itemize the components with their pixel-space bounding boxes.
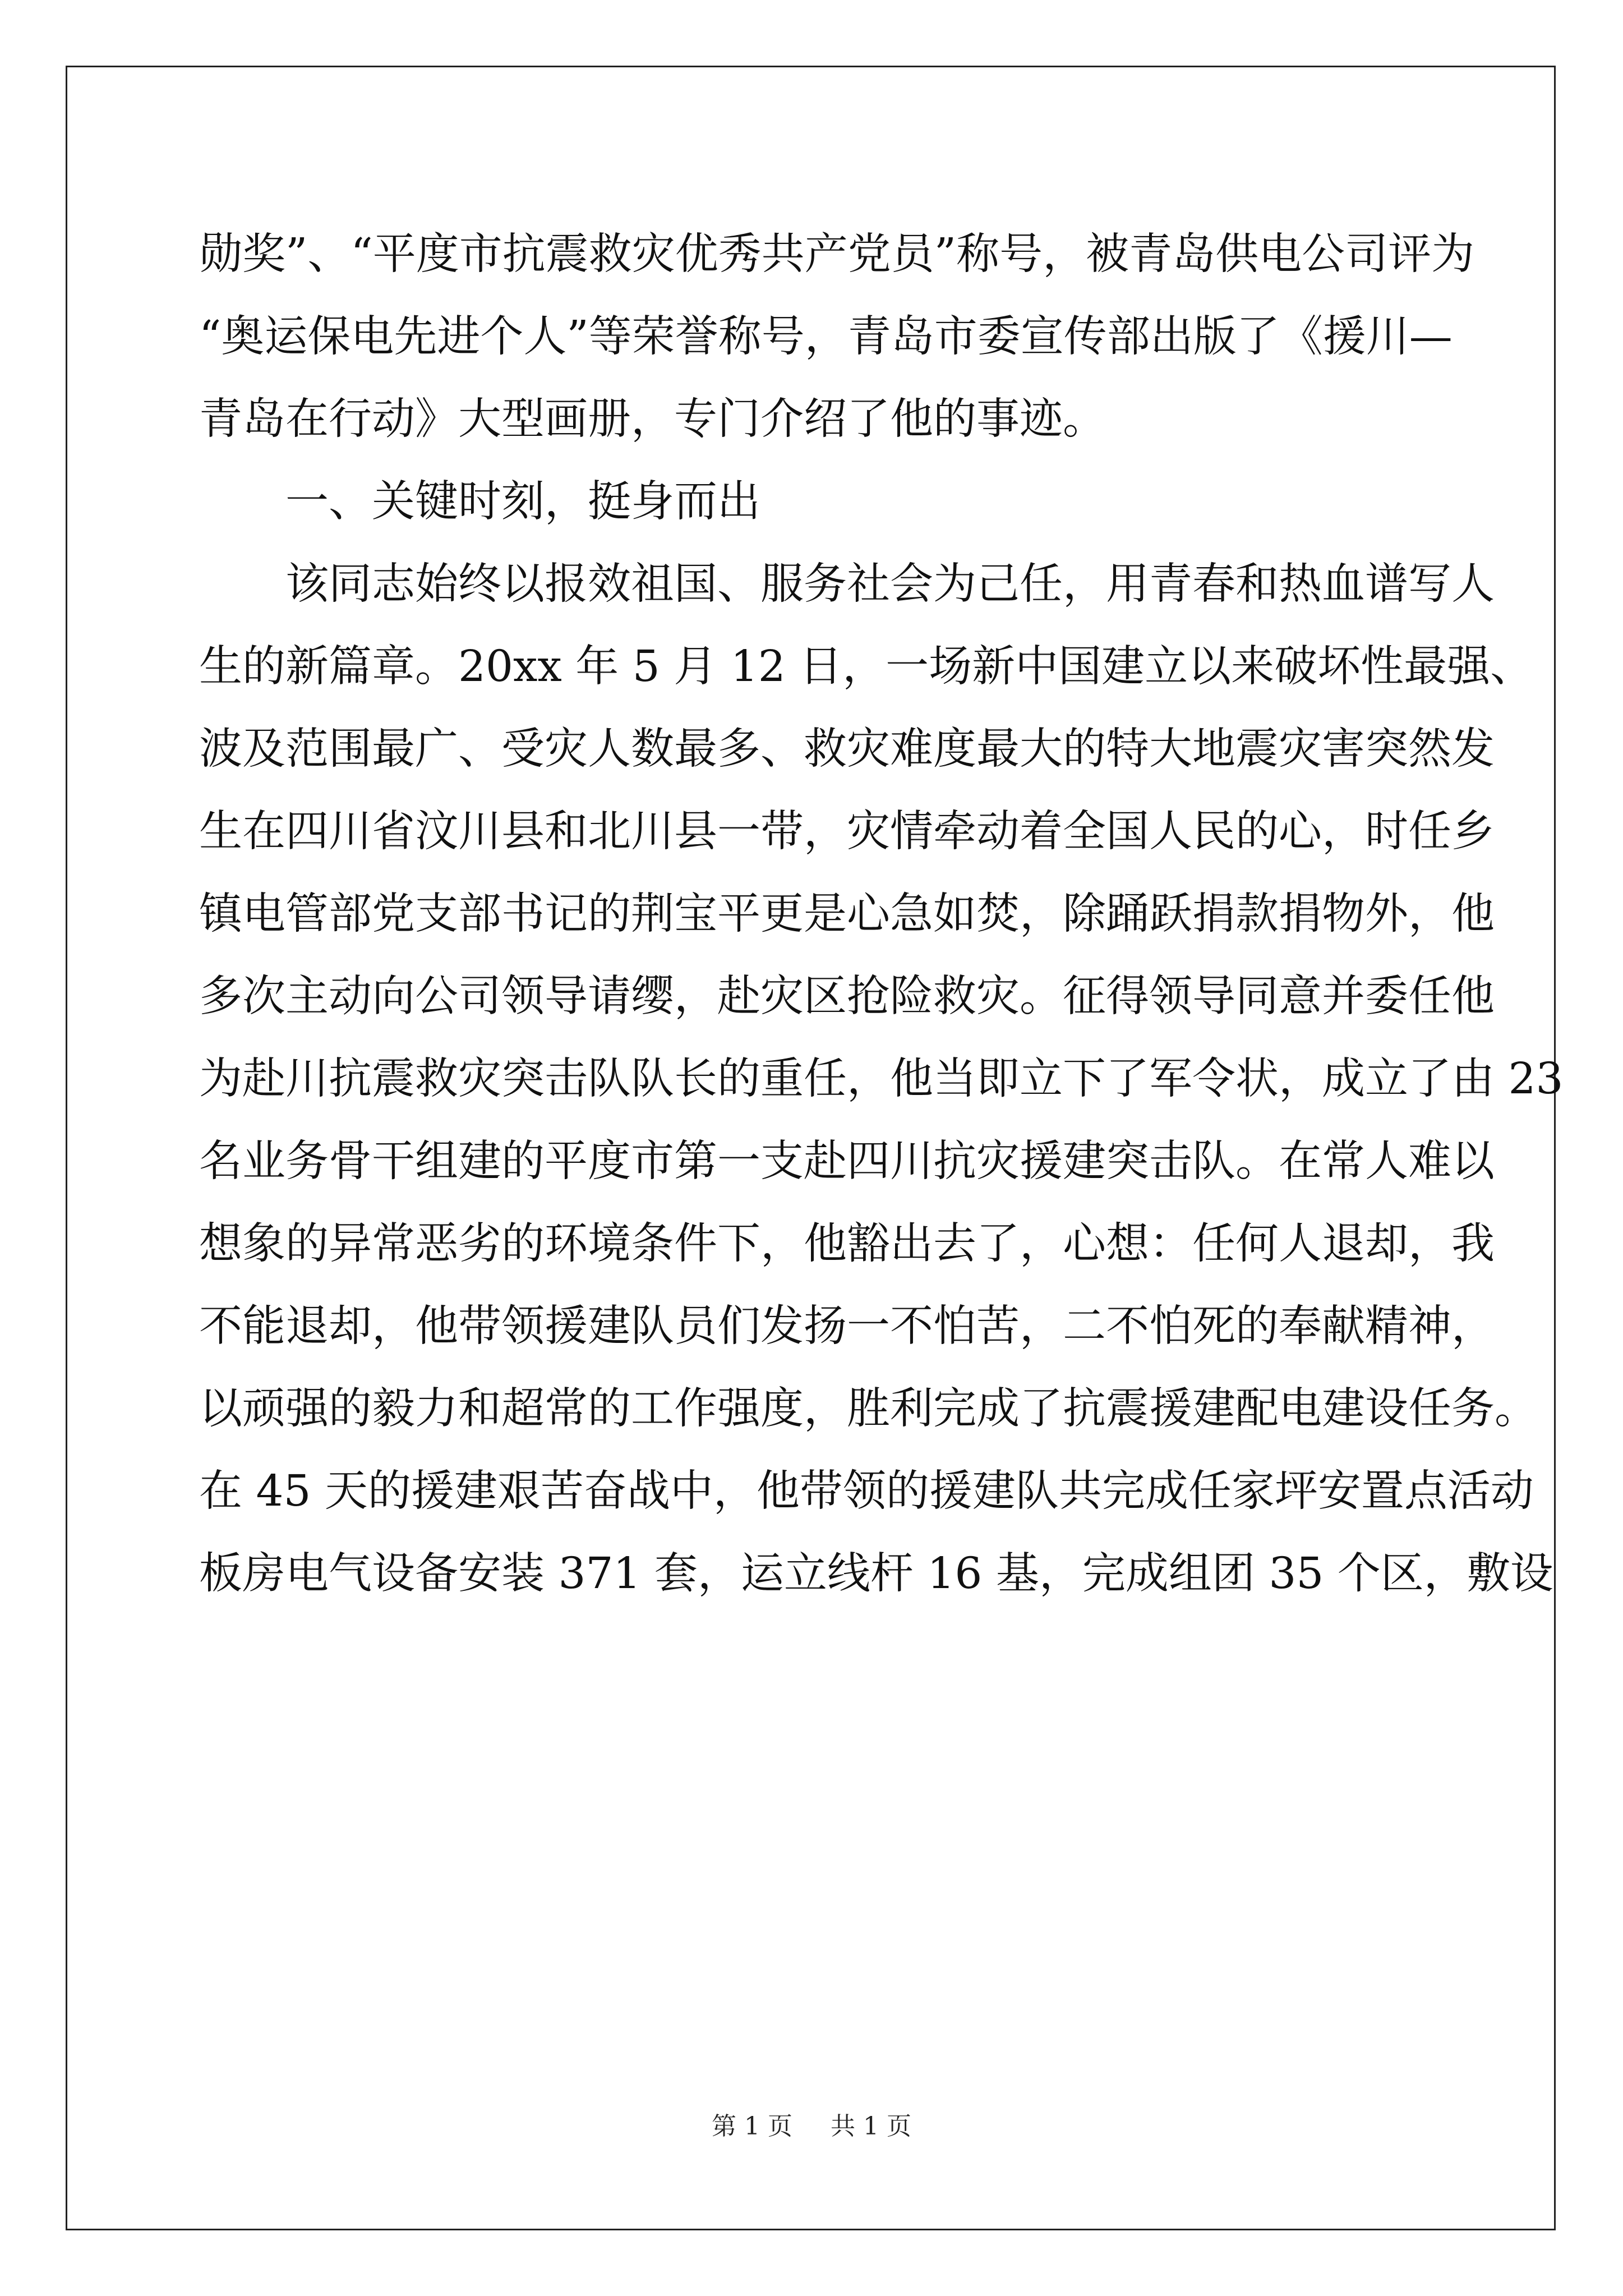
text-line: 名业务骨干组建的平度市第一支赴四川抗灾援建突击队。在常人难以 bbox=[199, 1137, 1495, 1186]
page-number: 第 1 页 bbox=[712, 2112, 792, 2141]
text-line: 该同志始终以报效祖国、服务社会为己任，用青春和热血谱写人 bbox=[285, 559, 1495, 609]
heading-text: 一、关键时刻，挺身而出 bbox=[285, 477, 760, 527]
text-line: 多次主动向公司领导请缨，赴灾区抢险救灾。征得领导同意并委任他 bbox=[199, 972, 1495, 1022]
section-heading bbox=[199, 461, 1427, 543]
paragraph-body bbox=[199, 543, 1564, 1615]
document-body bbox=[199, 213, 1564, 1615]
text-line: 勋奖”、“平度市抗震救灾优秀共产党员”称号，被青岛供电公司评为 bbox=[199, 229, 1475, 279]
page-footer bbox=[0, 2106, 1623, 2142]
text-line: 生在四川省汶川县和北川县一带，灾情牵动着全国人民的心，时任乡 bbox=[199, 807, 1495, 857]
paragraph-intro bbox=[199, 213, 1475, 461]
text-line: 不能退却，他带领援建队员们发扬一不怕苦，二不怕死的奉献精神， bbox=[199, 1301, 1495, 1351]
text-line: 为赴川抗震救灾突击队队长的重任，他当即立下了军令状，成立了由 23 bbox=[199, 1054, 1564, 1104]
text-line: 青岛在行动》大型画册，专门介绍了他的事迹。 bbox=[199, 394, 1106, 444]
text-line: “奥运保电先进个人”等荣誉称号，青岛市委宣传部出版了《援川— bbox=[199, 312, 1453, 362]
text-line: 以顽强的毅力和超常的工作强度，胜利完成了抗震援建配电建设任务。 bbox=[199, 1384, 1538, 1434]
text-line: 镇电管部党支部书记的荆宝平更是心急如焚，除踊跃捐款捐物外，他 bbox=[199, 889, 1495, 939]
page-total: 共 1 页 bbox=[831, 2112, 911, 2141]
text-line: 生的新篇章。20xx 年 5 月 12 日，一场新中国建立以来破坏性最强、 bbox=[199, 642, 1534, 692]
text-line: 波及范围最广、受灾人数最多、救灾难度最大的特大地震灾害突然发 bbox=[199, 724, 1495, 774]
text-line: 板房电气设备安装 371 套，运立线杆 16 基，完成组团 35 个区，敷设 bbox=[199, 1549, 1553, 1599]
text-line: 在 45 天的援建艰苦奋战中，他带领的援建队共完成任家坪安置点活动 bbox=[199, 1466, 1534, 1516]
text-line: 想象的异常恶劣的环境条件下，他豁出去了，心想：任何人退却，我 bbox=[199, 1219, 1495, 1269]
